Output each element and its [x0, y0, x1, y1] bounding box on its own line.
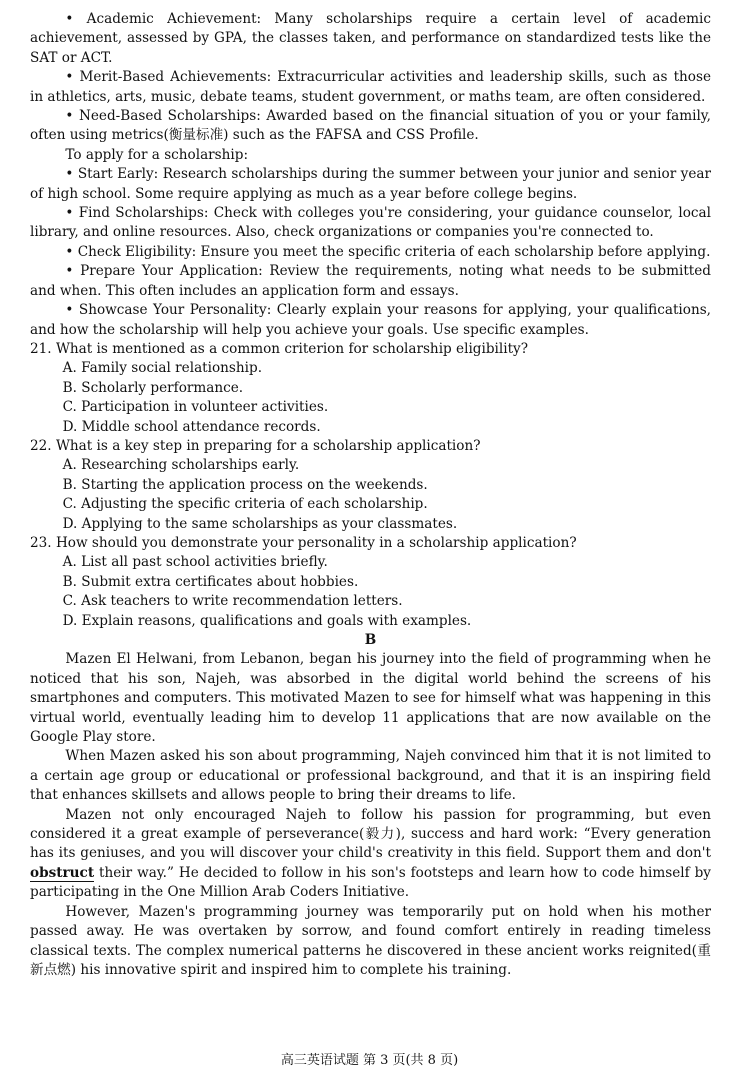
question-21-option-a: A. Family social relationship. [62, 360, 263, 377]
step-prepare-application: • Prepare Your Application: Review the requirements, noting what needs to be submitted and when. This often includes an application form and essays. [30, 263, 711, 299]
paragraph-3-before: Mazen not only encouraged Najeh to follow his passion for programming, but even considered it a great example of perseverance(毅力), success and hard work: “Every generation has its geniuses, and you will discover your child's creativity in this field. Support them and don't [30, 806, 711, 862]
step-start-early: • Start Early: Research scholarships during the summer between your junior and senior year of high school. Some require applying as much as a year before college begins. [30, 166, 711, 202]
question-21-option-c: C. Participation in volunteer activities. [62, 399, 329, 416]
step-check-eligibility: • Check Eligibility: Ensure you meet the specific criteria of each scholarship before applying. [65, 243, 711, 260]
question-23-option-a: A. List all past school activities briefly. [62, 554, 328, 571]
passage-b-paragraph-3 [30, 806, 711, 903]
question-21: 21. What is mentioned as a common criterion for scholarship eligibility? [30, 340, 529, 357]
passage-b-paragraph-2: When Mazen asked his son about programming, Najeh convinced him that it is not limited to a certain age group or educational or professional background, and that it is an inspiring field that enhances skillsets and allows people to bring their dreams to life. [30, 748, 711, 804]
bullet-academic: • Academic Achievement: Many scholarships require a certain level of academic achievement, assessed by GPA, the classes taken, and performance on standardized tests like the SAT or ACT. [30, 11, 711, 66]
apply-intro: To apply for a scholarship: [65, 146, 249, 163]
passage-b-paragraph-4: However, Mazen's programming journey was temporarily put on hold when his mother passed away. He was overtaken by sorrow, and found comfort entirely in reading timeless classical texts. The complex numerical patterns he discovered in these ancient works reignited(重新点燃) his innovative spirit and inspired him to complete his training. [30, 903, 711, 978]
question-22-option-c: C. Adjusting the specific criteria of each scholarship. [62, 496, 428, 513]
bullet-need: • Need-Based Scholarships: Awarded based on the financial situation of you or your family, often using metrics(衡量标准) such as the FAFSA and CSS Profile. [30, 108, 711, 144]
question-23: 23. How should you demonstrate your personality in a scholarship application? [30, 534, 577, 551]
question-22: 22. What is a key step in preparing for a scholarship application? [30, 437, 481, 454]
question-23-option-b: B. Submit extra certificates about hobbies. [62, 573, 359, 590]
question-23-option-c: C. Ask teachers to write recommendation letters. [62, 593, 403, 610]
step-find-scholarships: • Find Scholarships: Check with colleges you're considering, your guidance counselor, local library, and online resources. Also, check organizations or companies you're connected to. [30, 205, 711, 241]
question-21-option-d: D. Middle school attendance records. [62, 418, 321, 435]
page-footer: 高三英语试题 第 3 页(共 8 页) [280, 1052, 459, 1068]
paragraph-3-after: their way.” He decided to follow in his son's footsteps and learn how to code himself by participating in the One Million Arab Coders Initiative. [30, 864, 711, 901]
section-b-title: B [364, 632, 377, 648]
question-22-option-d: D. Applying to the same scholarships as your classmates. [62, 515, 458, 532]
passage-b-paragraph-1: Mazen El Helwani, from Lebanon, began his journey into the field of programming when he noticed that his son, Najeh, was absorbed in the digital world behind the screens of his smartphones and computers. This motivated Mazen to see for himself what was happening in this virtual world, eventually leading him to develop 11 applications that are now available on the Google Play store. [30, 651, 711, 746]
question-22-option-b: B. Starting the application process on the weekends. [62, 476, 428, 493]
bullet-merit: • Merit-Based Achievements: Extracurricular activities and leadership skills, such as those in athletics, arts, music, debate teams, student government, or maths team, are often considered. [30, 69, 711, 105]
question-21-option-b: B. Scholarly performance. [62, 379, 244, 396]
keyword-obstruct: obstruct [30, 864, 95, 881]
question-23-option-d: D. Explain reasons, qualifications and goals with examples. [62, 612, 472, 629]
question-22-option-a: A. Researching scholarships early. [62, 457, 300, 474]
step-showcase-personality: • Showcase Your Personality: Clearly explain your reasons for applying, your qualifications, and how the scholarship will help you achieve your goals. Use specific examples. [30, 302, 711, 338]
